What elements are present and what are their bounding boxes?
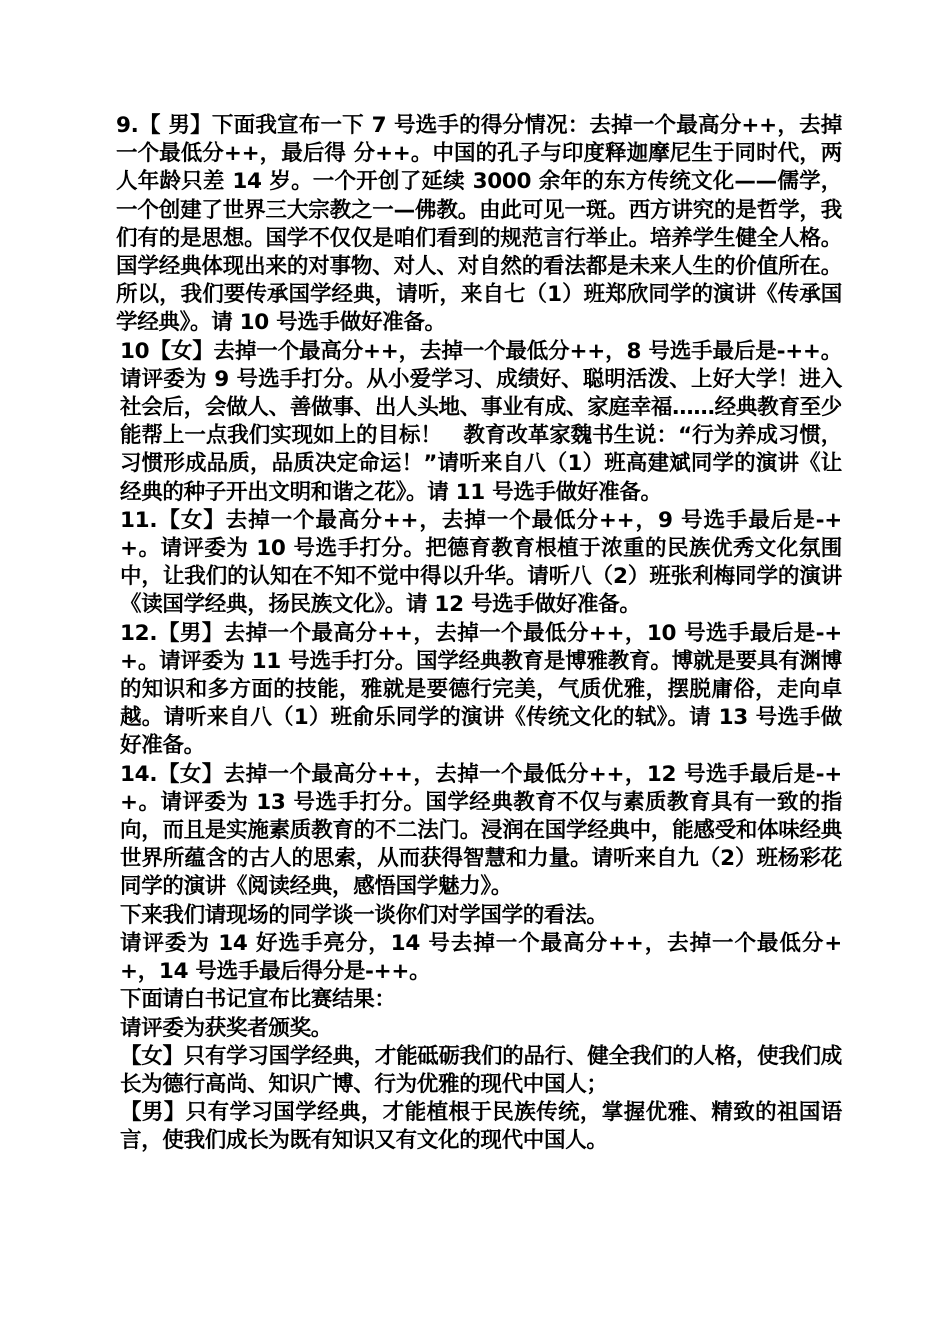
paragraph-final-score: 请评委为 14 好选手亮分，14 号去掉一个最高分++，去掉一个最低分++，14 号选手最后得分是-++。 (120, 930, 842, 985)
paragraph-announcement-11: 11.【女】去掉一个最高分++，去掉一个最低分++，9 号选手最后是-++。请评委为 10 号选手打分。把德育教育根植于浓重的民族优秀文化氛围中，让我们的认知在不知不觉中得以升华。请听八（2）班张利梅同学的演讲《读国学经典，扬民族文化》。请 12 号选手做好准备。 (120, 507, 842, 618)
paragraph-discussion: 下来我们请现场的同学谈一谈你们对学国学的看法。 (120, 902, 608, 928)
paragraph-awards: 请评委为获奖者颁奖。 (120, 1015, 333, 1041)
paragraph-closing-male: 【男】只有学习国学经典，才能植根于民族传统，掌握优雅、精致的祖国语言，使我们成长为既有知识又有文化的现代中国人。 (120, 1100, 842, 1154)
paragraph-closing-female: 【女】只有学习国学经典，才能砥砺我们的品行、健全我们的人格，使我们成长为德行高尚、知识广博、行为优雅的现代中国人； (120, 1043, 842, 1097)
paragraph-announcement-10: 10【女】去掉一个最高分++，去掉一个最低分++，8 号选手最后是-++。请评委为 9 号选手打分。从小爱学习、成绩好、聪明活泼、上好大学！进入社会后，会做人、善做事、出人头地、事业有成、家庭幸福……经典教育至少能帮上一点我们实现如上的目标！ 教育改革家魏书生说：“行为养成习惯，习惯形成品质，品质决定命运！”请听来自八（1）班高建斌同学的演讲《让经典的种子开出文明和谐之花》。请 11 号选手做好准备。 (120, 338, 842, 505)
paragraph-announcement-14: 14.【女】去掉一个最高分++，去掉一个最低分++，12 号选手最后是-++。请评委为 13 号选手打分。国学经典教育不仅与素质教育具有一致的指向，而且是实施素质教育的不二法门。浸润在国学经典中，能感受和体味经典世界所蕴含的古人的思索，从而获得智慧和力量。请听来自九（2）班杨彩花同学的演讲《阅读经典，感悟国学魅力》。 (120, 761, 842, 900)
paragraph-results: 下面请白书记宣布比赛结果： (120, 987, 396, 1013)
paragraph-announcement-9: 9.【 男】下面我宣布一下 7 号选手的得分情况：去掉一个最高分++，去掉一个最低分++，最后得 分++。中国的孔子与印度释迦摩尼生于同时代，两人年龄只差 14 岁。一个开创了延续 3000 余年的东方传统文化——儒学，一个创建了世界三大宗教之一—佛教。由此可见一斑。西方讲究的是哲学，我们有的是思想。国学不仅仅是咱们看到的规范言行举止。培养学生健全人格。国学经典体现出来的对事物、对人、对自然的看法都是未来人生的价值所在。所以，我们要传承国学经典，请听，来自七（1）班郑欣同学的演讲《传承国学经典》。请 10 号选手做好准备。 (116, 113, 842, 336)
document-body (116, 112, 842, 1156)
paragraph-announcement-12: 12.【男】去掉一个最高分++，去掉一个最低分++，10 号选手最后是-++。请评委为 11 号选手打分。国学经典教育是博雅教育。博就是要具有渊博的知识和多方面的技能，雅就是要德行完美，气质优雅，摆脱庸俗，走向卓越。请听来自八（1）班俞乐同学的演讲《传统文化的轼》。请 13 号选手做好准备。 (120, 620, 842, 759)
